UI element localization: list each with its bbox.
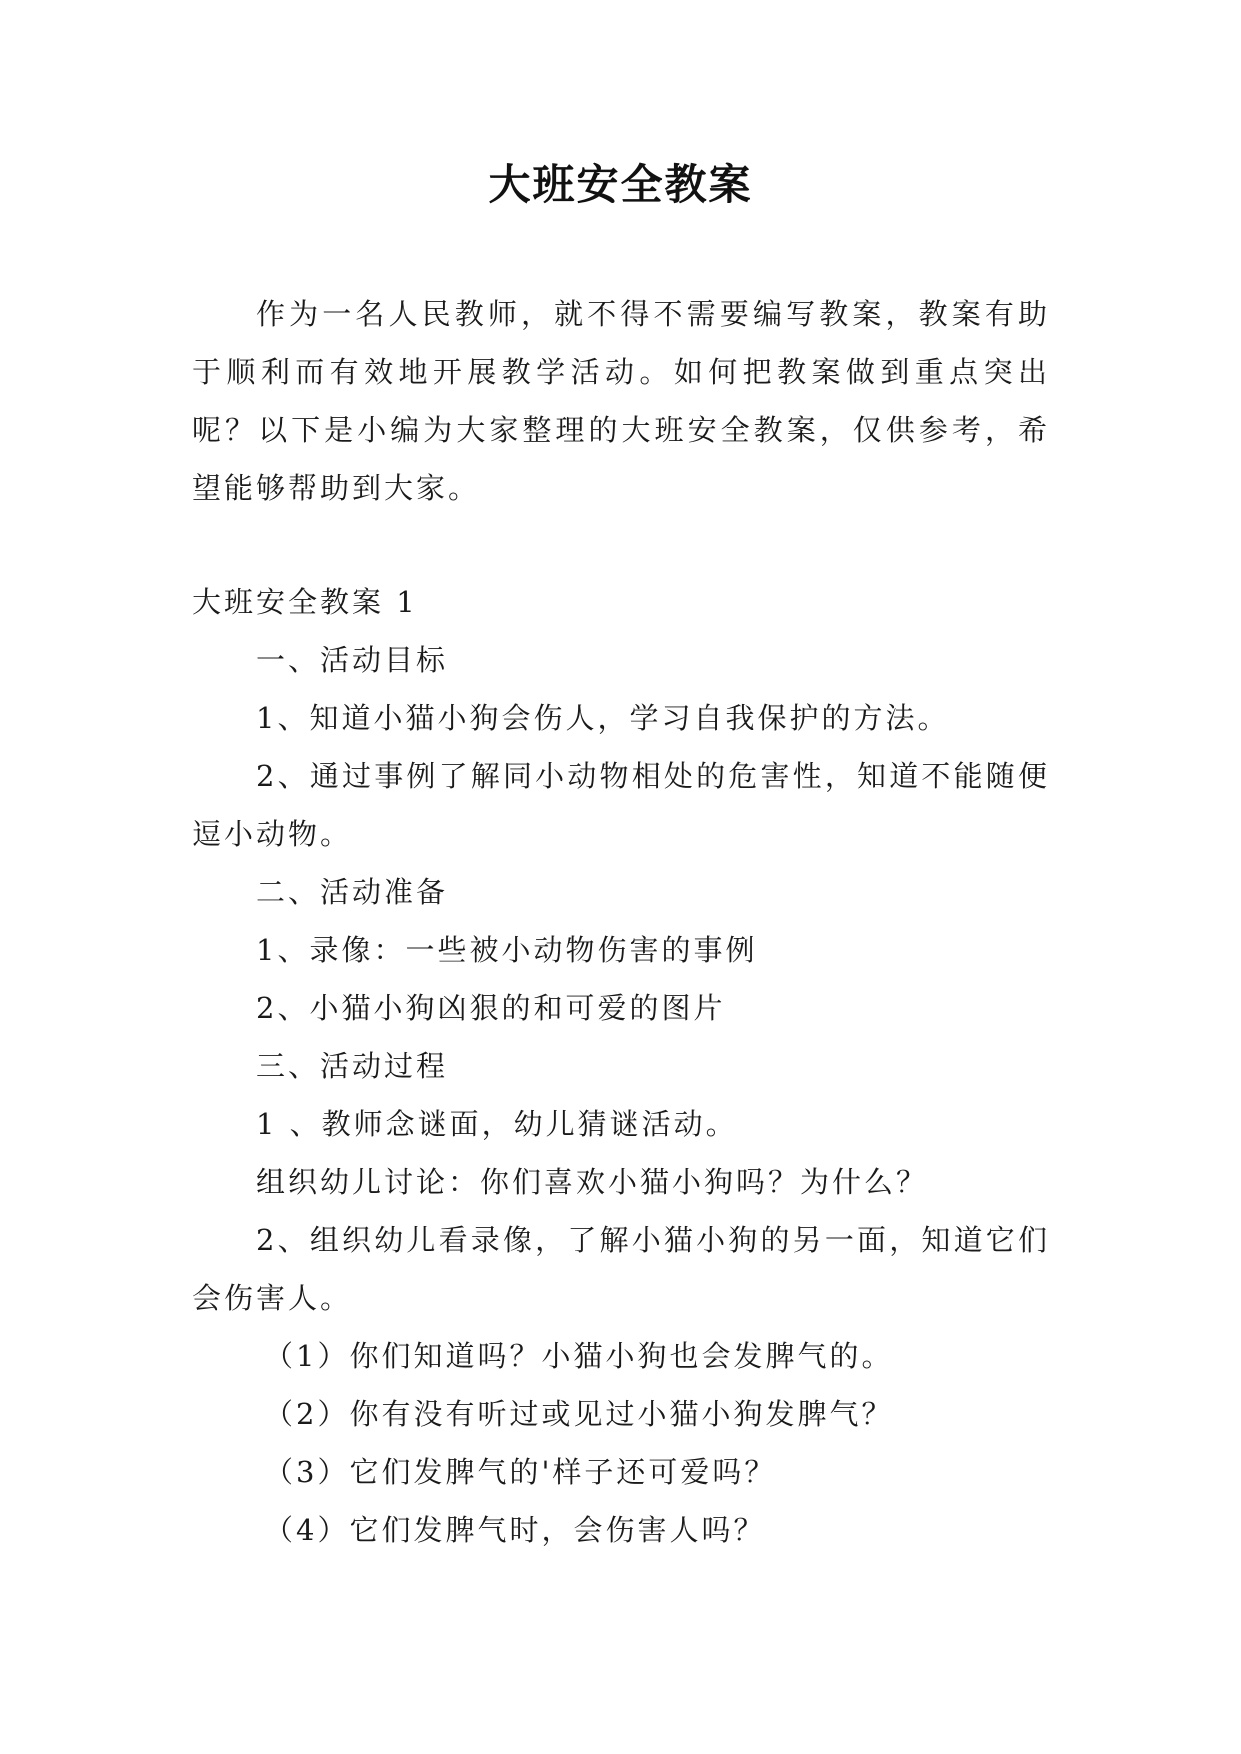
process-item: 组织幼儿讨论：你们喜欢小猫小狗吗？为什么？ <box>256 1165 929 1199</box>
question-item: （2）你有没有听过或见过小猫小狗发脾气？ <box>264 1397 894 1431</box>
intro-paragraph: 作为一名人民教师，就不得不需要编写教案，教案有助于顺利而有效地开展教学活动。如何把教案做到重点突出呢？以下是小编为大家整理的大班安全教案，仅供参考，希望能够帮助到大家。 <box>192 297 1050 505</box>
objective-item: 1、知道小猫小狗会伤人，学习自我保护的方法。 <box>256 701 950 735</box>
document-title: 大班安全教案 <box>488 160 753 209</box>
heading-objectives: 一、活动目标 <box>256 643 449 677</box>
question-item: （4）它们发脾气时，会伤害人吗？ <box>264 1513 766 1547</box>
heading-preparation: 二、活动准备 <box>256 875 449 909</box>
process-item: 2、组织幼儿看录像，了解小猫小狗的另一面，知道它们会伤害人。 <box>192 1223 1050 1315</box>
heading-process: 三、活动过程 <box>256 1049 449 1083</box>
section-heading: 大班安全教案 1 <box>192 585 418 619</box>
preparation-item: 1、录像：一些被小动物伤害的事例 <box>256 933 758 967</box>
document-body <box>192 285 1050 1559</box>
process-item: 1 、教师念谜面，幼儿猜谜活动。 <box>256 1107 738 1141</box>
question-item: （1）你们知道吗？小猫小狗也会发脾气的。 <box>264 1339 894 1373</box>
objective-item: 2、通过事例了解同小动物相处的危害性，知道不能随便逗小动物。 <box>192 759 1050 851</box>
question-item: （3）它们发脾气的'样子还可爱吗？ <box>264 1455 777 1489</box>
preparation-item: 2、小猫小狗凶狠的和可爱的图片 <box>256 991 726 1025</box>
